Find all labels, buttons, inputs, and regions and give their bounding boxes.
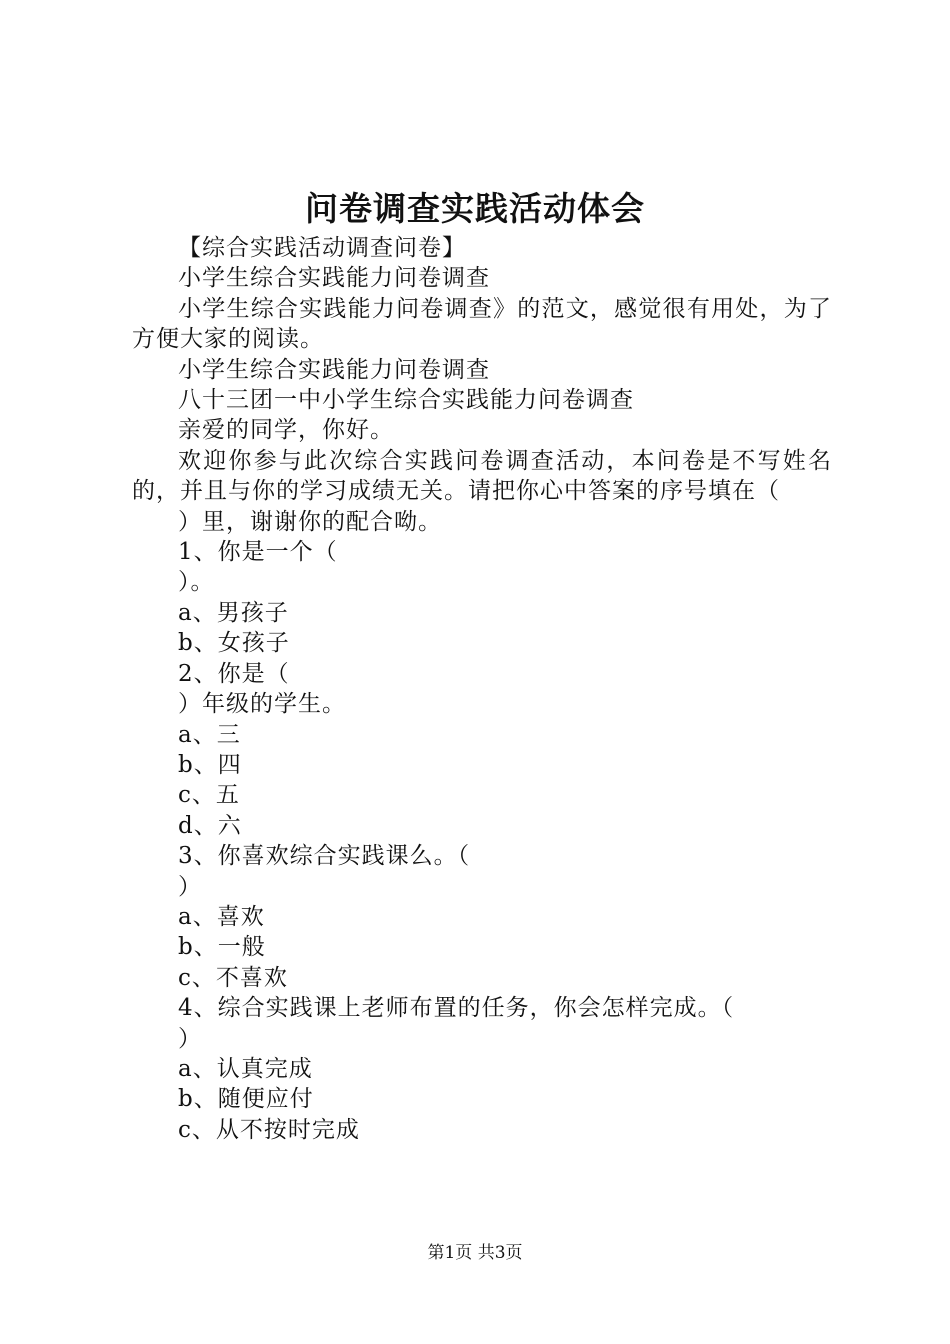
paragraph: 亲爱的同学，你好。 [178, 417, 394, 444]
paragraph: 八十三团一中小学生综合实践能力问卷调查 [178, 387, 634, 414]
page-footer: 第1页 共3页 [427, 1243, 523, 1263]
answer-option: d、六 [178, 812, 242, 839]
paragraph: 小学生综合实践能力问卷调查 [178, 356, 490, 383]
paragraph: 小学生综合实践能力问卷调查 [178, 265, 490, 292]
paragraph: 欢迎你参与此次综合实践问卷调查活动，本问卷是不写姓名的，并且与你的学习成绩无关。请把你心中答案的序号填在（ [132, 447, 832, 505]
paragraph: ）年级的学生。 [178, 691, 346, 718]
answer-option: c、从不按时完成 [178, 1116, 360, 1143]
answer-option: b、女孩子 [178, 630, 290, 657]
paragraph: ） [178, 1025, 202, 1052]
answer-option: b、四 [178, 751, 242, 778]
paragraph: ） [178, 873, 202, 900]
answer-option: b、一般 [178, 934, 266, 961]
answer-option: c、不喜欢 [178, 964, 288, 991]
answer-option: a、男孩子 [178, 599, 289, 626]
answer-option: a、认真完成 [178, 1055, 313, 1082]
paragraph: ）。 [178, 569, 215, 596]
paragraph: ）里，谢谢你的配合呦。 [178, 508, 442, 535]
question: 1、你是一个（ [178, 539, 338, 566]
document-body [132, 233, 832, 1145]
paragraph: 【综合实践活动调查问卷】 [178, 235, 466, 261]
answer-option: c、五 [178, 782, 240, 809]
question: 4、综合实践课上老师布置的任务，你会怎样完成。（ [178, 995, 735, 1022]
document-title: 问卷调查实践活动体会 [305, 189, 645, 228]
answer-option: a、喜欢 [178, 903, 265, 930]
question: 3、你喜欢综合实践课么。（ [178, 843, 471, 870]
answer-option: a、三 [178, 721, 241, 748]
answer-option: b、随便应付 [178, 1086, 314, 1113]
paragraph: 小学生综合实践能力问卷调查》的范文，感觉很有用处，为了方便大家的阅读。 [132, 295, 832, 353]
question: 2、你是（ [178, 660, 290, 687]
